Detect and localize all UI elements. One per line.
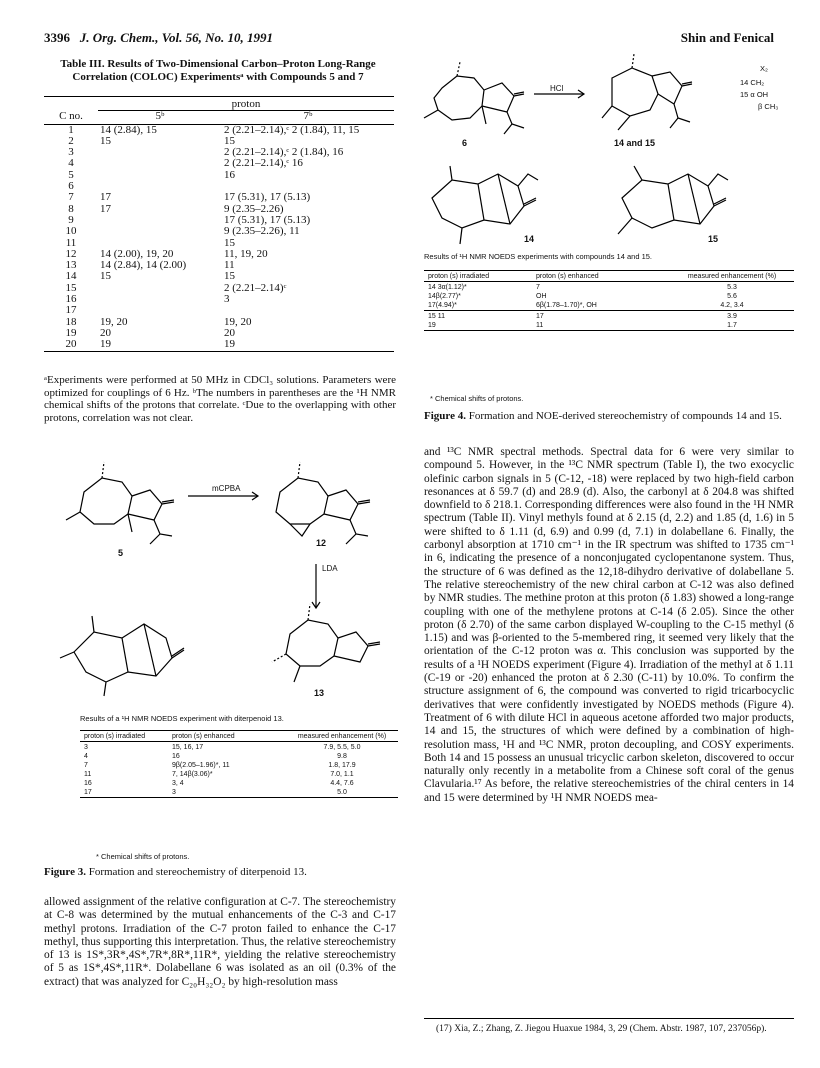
table3-col-7: 7ᵇ: [222, 111, 394, 124]
figure3-caption-label: Figure 3.: [44, 866, 86, 878]
fig3-noe-cell: 3: [172, 789, 176, 796]
fig3-noe-cell: 7.9, 5.5, 5.0: [323, 744, 361, 751]
table3-cell: 9 (2.35–2.26): [224, 202, 284, 215]
fig4-noe14-row: [424, 283, 794, 292]
table3-row: [44, 124, 394, 136]
figure4-scheme: [412, 48, 788, 260]
table3-cell: 10: [65, 225, 77, 238]
fig3-noe-cell: 7: [84, 762, 88, 769]
fig4-noe15-cell: 3.9: [727, 313, 737, 320]
legend-15b: β CH₃: [758, 102, 779, 111]
label-14: 14: [524, 234, 535, 244]
fig3-noe-row: [80, 779, 398, 788]
table3-cell: 2 (2.21–2.14),ᶜ 2 (1.84), 11, 15: [224, 123, 360, 136]
fig3-noe-head-1: proton (s) irradiated: [84, 733, 146, 740]
table3-title: Table III. Results of Two-Dimensional Carbon–Proton Long-Range Correlation (COLOC) Experimentsᵃ with Compounds 5 and 7: [60, 58, 376, 83]
label-12: 12: [316, 538, 327, 548]
fig3-noe-head-2: proton (s) enhanced: [172, 733, 235, 740]
table3-cell: 16: [224, 168, 235, 181]
label-14-and-15: 14 and 15: [614, 138, 656, 148]
fig4-noe15-row: [424, 321, 794, 331]
structure-13-3d: [60, 616, 184, 696]
table3-cell: 17: [100, 191, 111, 204]
fig3-noe-cell: 1.8, 17.9: [328, 762, 356, 769]
table3-col-c: C no.: [44, 111, 98, 124]
table3-cell: 9 (2.35–2.26), 11: [224, 225, 300, 238]
table3-row: [44, 204, 394, 215]
table3-row: [44, 339, 394, 351]
fig3-noe-row: [80, 770, 398, 779]
structure-5: [66, 462, 174, 544]
fig4-noe-rows-14: [424, 283, 794, 311]
fig4-noe15-cell: 11: [536, 322, 544, 329]
fig3-noe-cell: 9.8: [337, 753, 347, 760]
table3-row: [44, 328, 394, 339]
table3-row: [44, 181, 394, 192]
table3-cell: [98, 294, 222, 305]
table3-cell: 2 (2.21–2.14),ᶜ 2 (1.84), 16: [224, 146, 344, 159]
table3-cell: 20: [224, 326, 235, 339]
table3-cell: [98, 181, 222, 192]
figure3-caption: [44, 866, 396, 879]
table3-row: [44, 158, 394, 169]
label-5: 5: [118, 548, 124, 558]
legend-x: X₂: [760, 64, 768, 73]
table3-cell: 14 (2.84), 14 (2.00): [100, 259, 187, 272]
table3-cell: 19: [65, 326, 77, 339]
table3-cell: [98, 158, 222, 169]
fig3-noe-cell: 16: [84, 780, 92, 787]
table3-cell: 2 (2.21–2.14)ᶜ: [224, 281, 287, 294]
reagent-mcpba: mCPBA: [212, 484, 241, 493]
table3-cell: 15: [100, 270, 111, 283]
table3-cell: [98, 215, 222, 226]
authors-header: Shin and Fenical: [680, 30, 774, 45]
table3-cell: 3: [224, 293, 230, 306]
table3-cell: 7: [68, 191, 74, 204]
fig4-noe14-cell: 17(4.94)*: [428, 302, 457, 309]
fig3-noe-cell: 16: [172, 753, 180, 760]
fig3-noe-row: [80, 752, 398, 761]
table3-cell: 14: [65, 270, 77, 283]
table3-cell: 17: [65, 304, 77, 317]
table3-row: [44, 215, 394, 226]
fig3-noe-row: [80, 761, 398, 770]
table3-row: [44, 170, 394, 181]
table3-cell: 16: [65, 293, 77, 306]
table3-footnote: ᵃExperiments were performed at 50 MHz in CDCl₃ solutions. Parameters were optimized for couplings of 6 Hz. ᵇThe numbers in parentheses are the ¹H NMR chemical shifts of the protons that correlate. ᶜDue to the overlapping with other protons, correlation was not clear.: [44, 374, 396, 424]
table3-row: [44, 249, 394, 260]
fig4-noe-head-3: measured enhancement (%): [687, 273, 777, 280]
table3-proton-header: proton: [98, 99, 394, 111]
table3-cell: 14 (2.84), 15: [100, 123, 157, 136]
fig3-noe-cell: 17: [84, 789, 92, 796]
table3-cell: 19, 20: [224, 315, 252, 328]
fig4-noe14-cell: 14β(2.77)*: [428, 293, 461, 300]
table3-row: [44, 271, 394, 282]
table3-row: [44, 147, 394, 158]
fig3-noe-note: * Chemical shifts of protons.: [96, 852, 190, 861]
journal-citation: J. Org. Chem., Vol. 56, No. 10, 1991: [79, 30, 273, 45]
table3-row: [44, 305, 394, 316]
table3-cell: 1: [68, 123, 74, 136]
fig4-noe15-row: [424, 312, 794, 321]
table3-cell: 20: [100, 326, 111, 339]
fig3-noe-head-3: measured enhancement (%): [297, 733, 387, 740]
fig4-noe14-cell: 5.6: [727, 293, 737, 300]
table3-cell: 3: [68, 146, 74, 159]
table3-cell: [98, 226, 222, 237]
table3-cell: 15: [224, 270, 235, 283]
table3-cell: 6: [68, 180, 74, 193]
fig4-noe14-cell: 6β(1.78–1.70)*, OH: [536, 302, 597, 309]
left-column-text: allowed assignment of the relative configuration at C-7. The stereochemistry at C-8 was determined by the mutual enhancements of the C-3 and C-17 methyl protons. Irradiation of the C-7 proton failed to enhance the C-17 methyl, thus supporting this interpretation. Thus, the relative stereochemistry of 13 is 1S*,3R*,4S*,7R*,8R*,11R*, yielding the relative stereochemistry of 5 as 1S*,4S*,11R*. Dolabellane 6 was isolated as an oil (0.3% of the extract) that was analyzed for C₂₀H₃₂O₂ by high-resolution mass: [44, 896, 396, 988]
fig4-noe15-cell: 15 11: [428, 313, 445, 320]
table3-cell: 13: [65, 259, 77, 272]
fig3-noe-cell: 7.0, 1.1: [330, 771, 354, 778]
structure-14-15-top: [602, 54, 692, 130]
table3-cell: [98, 170, 222, 181]
fig4-noe14-row: [424, 301, 794, 311]
fig4-noe14-cell: 14 3α(1.12)*: [428, 284, 467, 291]
table3-cell: 17 (5.31), 17 (5.13): [224, 213, 311, 226]
table3-row: [44, 317, 394, 328]
fig4-noe15-cell: 1.7: [727, 322, 737, 329]
table3-body: [44, 124, 394, 351]
fig3-noe-cell: 3: [84, 744, 88, 751]
table3-cell: 19: [224, 338, 235, 351]
figure3-caption-text: Formation and stereochemistry of diterpenoid 13.: [88, 866, 307, 878]
fig3-noe-rows: [80, 743, 398, 798]
running-header: [44, 30, 273, 46]
structure-13: [272, 604, 380, 682]
figure4-caption: [424, 410, 794, 423]
structure-6: [424, 62, 524, 134]
fig4-noe14-cell: 4.2, 3.4: [720, 302, 744, 309]
table3-cell: [98, 283, 222, 294]
table3-cell: 4: [68, 157, 74, 170]
fig3-noe-cell: 15, 16, 17: [172, 744, 204, 751]
footnote-divider: [424, 1018, 794, 1019]
fig4-noe-rows-15: [424, 312, 794, 331]
fig3-noe-cell: 3, 4: [172, 780, 184, 787]
table3-cell: 11, 19, 20: [224, 247, 268, 260]
fig3-noe-cell: 7, 14β(3.06)*: [172, 771, 213, 778]
table3-cell: 20: [65, 338, 77, 351]
fig4-noe-head-2: proton (s) enhanced: [536, 273, 599, 280]
fig3-noe-cell: 11: [84, 771, 92, 778]
table3-cell: 19, 20: [100, 315, 128, 328]
table3-cell: [222, 305, 394, 316]
figure4-caption-label: Figure 4.: [424, 410, 466, 422]
table3-cell: 18: [65, 315, 77, 328]
table3-cell: 19: [100, 338, 111, 351]
fig4-noe-caption: Results of ¹H NMR NOEDS experiments with compounds 14 and 15.: [424, 252, 653, 261]
legend-14: 14 CH₂: [740, 78, 765, 87]
table3: [44, 96, 394, 354]
table3-cell: [98, 147, 222, 158]
structure-12: [276, 462, 370, 544]
fig4-noe14-cell: 7: [536, 284, 540, 291]
fig4-noe-table: [424, 270, 794, 332]
fig3-noe-cell: 9β(2.05–1.96)*, 11: [172, 762, 230, 769]
structure-15: [618, 166, 728, 234]
fig4-noe15-cell: 17: [536, 313, 544, 320]
table3-cell: 15: [224, 134, 235, 147]
figure4-caption-text: Formation and NOE-derived stereochemistry of compounds 14 and 15.: [468, 410, 782, 422]
table3-cell: 17 (5.31), 17 (5.13): [224, 191, 311, 204]
table3-cell: 11: [65, 236, 77, 249]
fig3-noe-cell: 4: [84, 753, 88, 760]
label-15: 15: [708, 234, 719, 244]
fig3-noe-cell: 5.0: [337, 789, 347, 796]
table3-cell: 14 (2.00), 19, 20: [100, 247, 174, 260]
fig4-noe-head-1: proton (s) irradiated: [428, 273, 490, 280]
table3-col-5: 5ᵇ: [98, 111, 222, 124]
reference-17: (17) Xia, Z.; Zhang, Z. Jiegou Huaxue 1984, 3, 29 (Chem. Abstr. 1987, 107, 237056p).: [436, 1024, 767, 1034]
table3-cell: [98, 305, 222, 316]
label-13: 13: [314, 688, 325, 698]
table3-cell: 11: [224, 259, 235, 272]
fig4-noe14-row: [424, 292, 794, 301]
fig3-noe-row: [80, 788, 398, 798]
fig4-noe14-cell: OH: [536, 293, 547, 300]
table3-cell: 8: [68, 202, 74, 215]
table3-cell: 2 (2.21–2.14),ᶜ 16: [224, 157, 303, 170]
table3-row: [44, 226, 394, 237]
fig3-noe-row: [80, 743, 398, 752]
fig3-noe-caption: Results of a ¹H NMR NOEDS experiment with diterpenoid 13.: [80, 714, 284, 723]
table3-row: [44, 238, 394, 249]
table3-cell: 17: [100, 202, 111, 215]
table3-cell: 15: [65, 281, 77, 294]
reagent-hcl: HCl: [550, 84, 564, 93]
fig4-noe14-cell: 5.3: [727, 284, 737, 291]
fig4-noe15-cell: 19: [428, 322, 436, 329]
table3-row: [44, 260, 394, 271]
table3-cell: 15: [100, 134, 111, 147]
table3-cell: 12: [65, 247, 77, 260]
fig3-noe-table: [80, 730, 398, 799]
fig4-noe-note: * Chemical shifts of protons.: [430, 394, 524, 403]
legend-15a: 15 α OH: [740, 90, 769, 99]
page-number: 3396: [44, 30, 70, 45]
table3-cell: 15: [224, 236, 235, 249]
table3-row: [44, 192, 394, 203]
reagent-lda: LDA: [322, 564, 338, 573]
table3-cell: 5: [68, 168, 74, 181]
table3-cell: 9: [68, 213, 74, 226]
structure-14: [432, 166, 538, 244]
table3-row: [44, 294, 394, 305]
right-column-text: and ¹³C NMR spectral methods. Spectral data for 6 were very similar to compound 5. However, in the ¹³C NMR spectrum (Table I), the two exocyclic olefinic carbon signals in 5 (C-12, -18) were replaced by two high-field carbon resonances at δ 59.7 (d) and 28.9 (d). Also, the carbonyl at δ 204.8 was shifted downfield to δ 218.1. Corresponding differences were also found in the ¹H NMR spectrum (Table II). Vinyl methyls found at δ 2.15 (d, 2.2) and 1.85 (d, 1.6) in 5 were shifted to δ 1.11 (d, 6.9) and 0.99 (d, 7.1) in dolabellane 6. Finally, the carbonyl absorption at 1710 cm⁻¹ in the IR spectrum was shifted to 1735 cm⁻¹ in 6, indicating the presence of a nonconjugated cyclopentanone system. Thus, the structure of 6 was defined as the 12,18-dihydro derivative of dolabellane 5. The relative stereochemistry of the new chiral carbon at C-12 was also defined by NMR studies. The methine proton at this proton (δ 1.83) showed a long-range coupling with one of the methylene protons at C-14 (δ 2.05). Since the other proton (δ 2.70) of the same carbon displayed W-coupling to the C-15 methyl (δ 1.15) and was β-oriented to the 5-membered ring, it seemed very likely that the orientation of the C-12 proton was α. This conclusion was supported by the results of a ¹H NOEDS experiment (Figure 4). Irradiation of the methyl at δ 1.11 (C-19 or -20) enhanced the proton at δ 2.30 (C-11) by 10.0%. To confirm the structure assignment of 6, the compound was converted to rigid tricarbocyclic derivatives that were confidently investigated by NOEDS methods (Figure 4). Treatment of 6 with dilute HCl in aqueous acetone afforded two major products, 14 and 15, the structures of which were defined by a combination of high-resolution mass, ¹H and ¹³C NMR, proton decoupling, and COSY experiments. Both 14 and 15 possess an unusual tricyclic carbon skeleton, discovered to occur naturally only recently in a metabolite from a Chinese soft coral of the genus Clavularia.¹⁷ As before, the relative stereochemistries of the chiral centers in 14 and 15 were determined by ¹H NMR NOEDS mea-: [424, 446, 794, 804]
table3-cell: 2: [68, 134, 74, 147]
table3-row: [44, 283, 394, 294]
fig3-noe-cell: 4.4, 7.6: [330, 780, 354, 787]
label-6: 6: [462, 138, 468, 148]
